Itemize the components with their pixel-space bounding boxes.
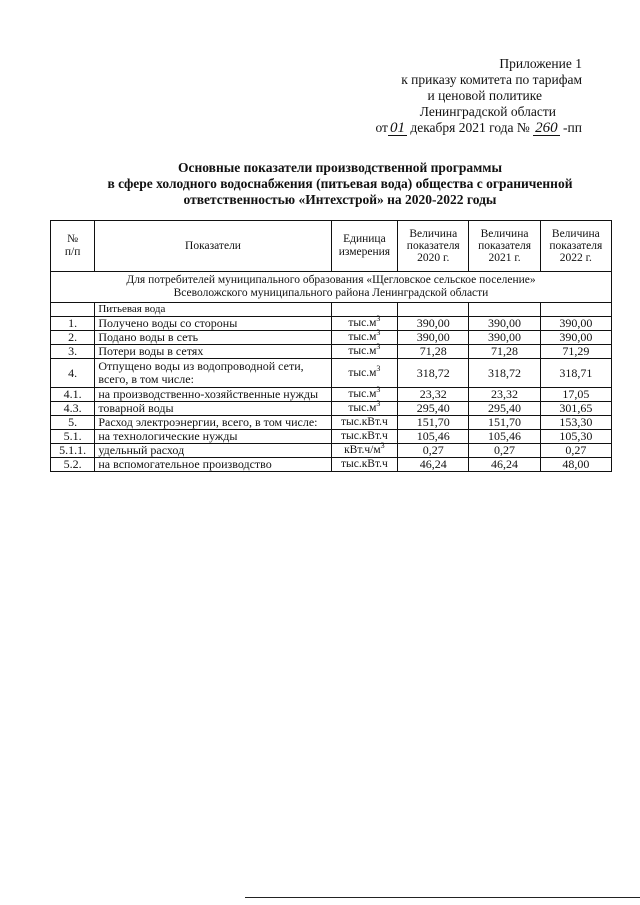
- order-suffix: -пп: [563, 120, 582, 135]
- subheader-label: Питьевая вода: [95, 303, 331, 317]
- header-value-2020: Величина показателя 2020 г.: [398, 221, 469, 272]
- table-row: 5.2. на вспомогательное производство тыс.кВт.ч 46,24 46,24 48,00: [51, 458, 612, 472]
- title-line-1: Основные показатели производственной программы: [177, 160, 503, 175]
- table-row: 5.1. на технологические нужды тыс.кВт.ч 105,46 105,46 105,30: [51, 430, 612, 444]
- header-unit: Единица измерения: [331, 221, 397, 272]
- page-bottom-rule: [245, 897, 640, 898]
- header-num: № п/п: [51, 221, 95, 272]
- order-number: 260: [535, 120, 558, 136]
- order-middle: декабря 2021 года №: [410, 120, 530, 135]
- appendix-block: [332, 56, 582, 136]
- document-title: [100, 160, 580, 208]
- table-row: 2. Подано воды в сеть $тыс.м^3$ 390,00 390,00 390,00: [51, 331, 612, 345]
- table-row: 1. Получено воды со стороны $тыс.м^3$ 390,00 390,00 390,00: [51, 317, 612, 331]
- group-row: [51, 272, 612, 303]
- table-row: 5.1.1. удельный расход $кВт.ч/м^3$ 0,27 0,27 0,27: [51, 444, 612, 458]
- appendix-line-1: Приложение 1: [499, 56, 582, 71]
- table-row: 4.1. на производственно-хозяйственные нужды $тыс.м^3$ 23,32 23,32 17,05: [51, 388, 612, 402]
- title-line-3: ответственностью «Интехстрой» на 2020-2022 годы: [183, 192, 497, 207]
- order-reference: [332, 120, 582, 136]
- header-value-2021: Величина показателя 2021 г.: [469, 221, 540, 272]
- group-line-2: Всеволожского муниципального района Ленинградской области: [173, 287, 489, 299]
- group-line-1: Для потребителей муниципального образования «Щегловское сельское поселение»: [126, 274, 536, 286]
- table-row: 4. Отпущено воды из водопроводной сети, всего, в том числе: $тыс.м^3$ 318,72 318,72 318,71: [51, 359, 612, 388]
- appendix-line-4: Ленинградской области: [419, 104, 556, 119]
- order-prefix: от: [375, 120, 388, 135]
- table-row: 4.3. товарной воды $тыс.м^3$ 295,40 295,40 301,65: [51, 402, 612, 416]
- subheader-row: [51, 303, 612, 317]
- appendix-line-3: и ценовой политике: [427, 88, 542, 103]
- order-day: 01: [389, 120, 405, 136]
- table-row: 3. Потери воды в сетях $тыс.м^3$ 71,28 71,28 71,29: [51, 345, 612, 359]
- appendix-line-2: к приказу комитета по тарифам: [401, 72, 582, 87]
- header-value-2022: Величина показателя 2022 г.: [540, 221, 611, 272]
- header-row: [51, 221, 612, 272]
- group-cell: [51, 272, 612, 303]
- header-indicator: Показатели: [95, 221, 331, 272]
- table-row: 5. Расход электроэнергии, всего, в том числе: тыс.кВт.ч 151,70 151,70 153,30: [51, 416, 612, 430]
- indicators-table: [50, 220, 612, 472]
- title-line-2: в сфере холодного водоснабжения (питьевая вода) общества с ограниченной: [107, 176, 573, 191]
